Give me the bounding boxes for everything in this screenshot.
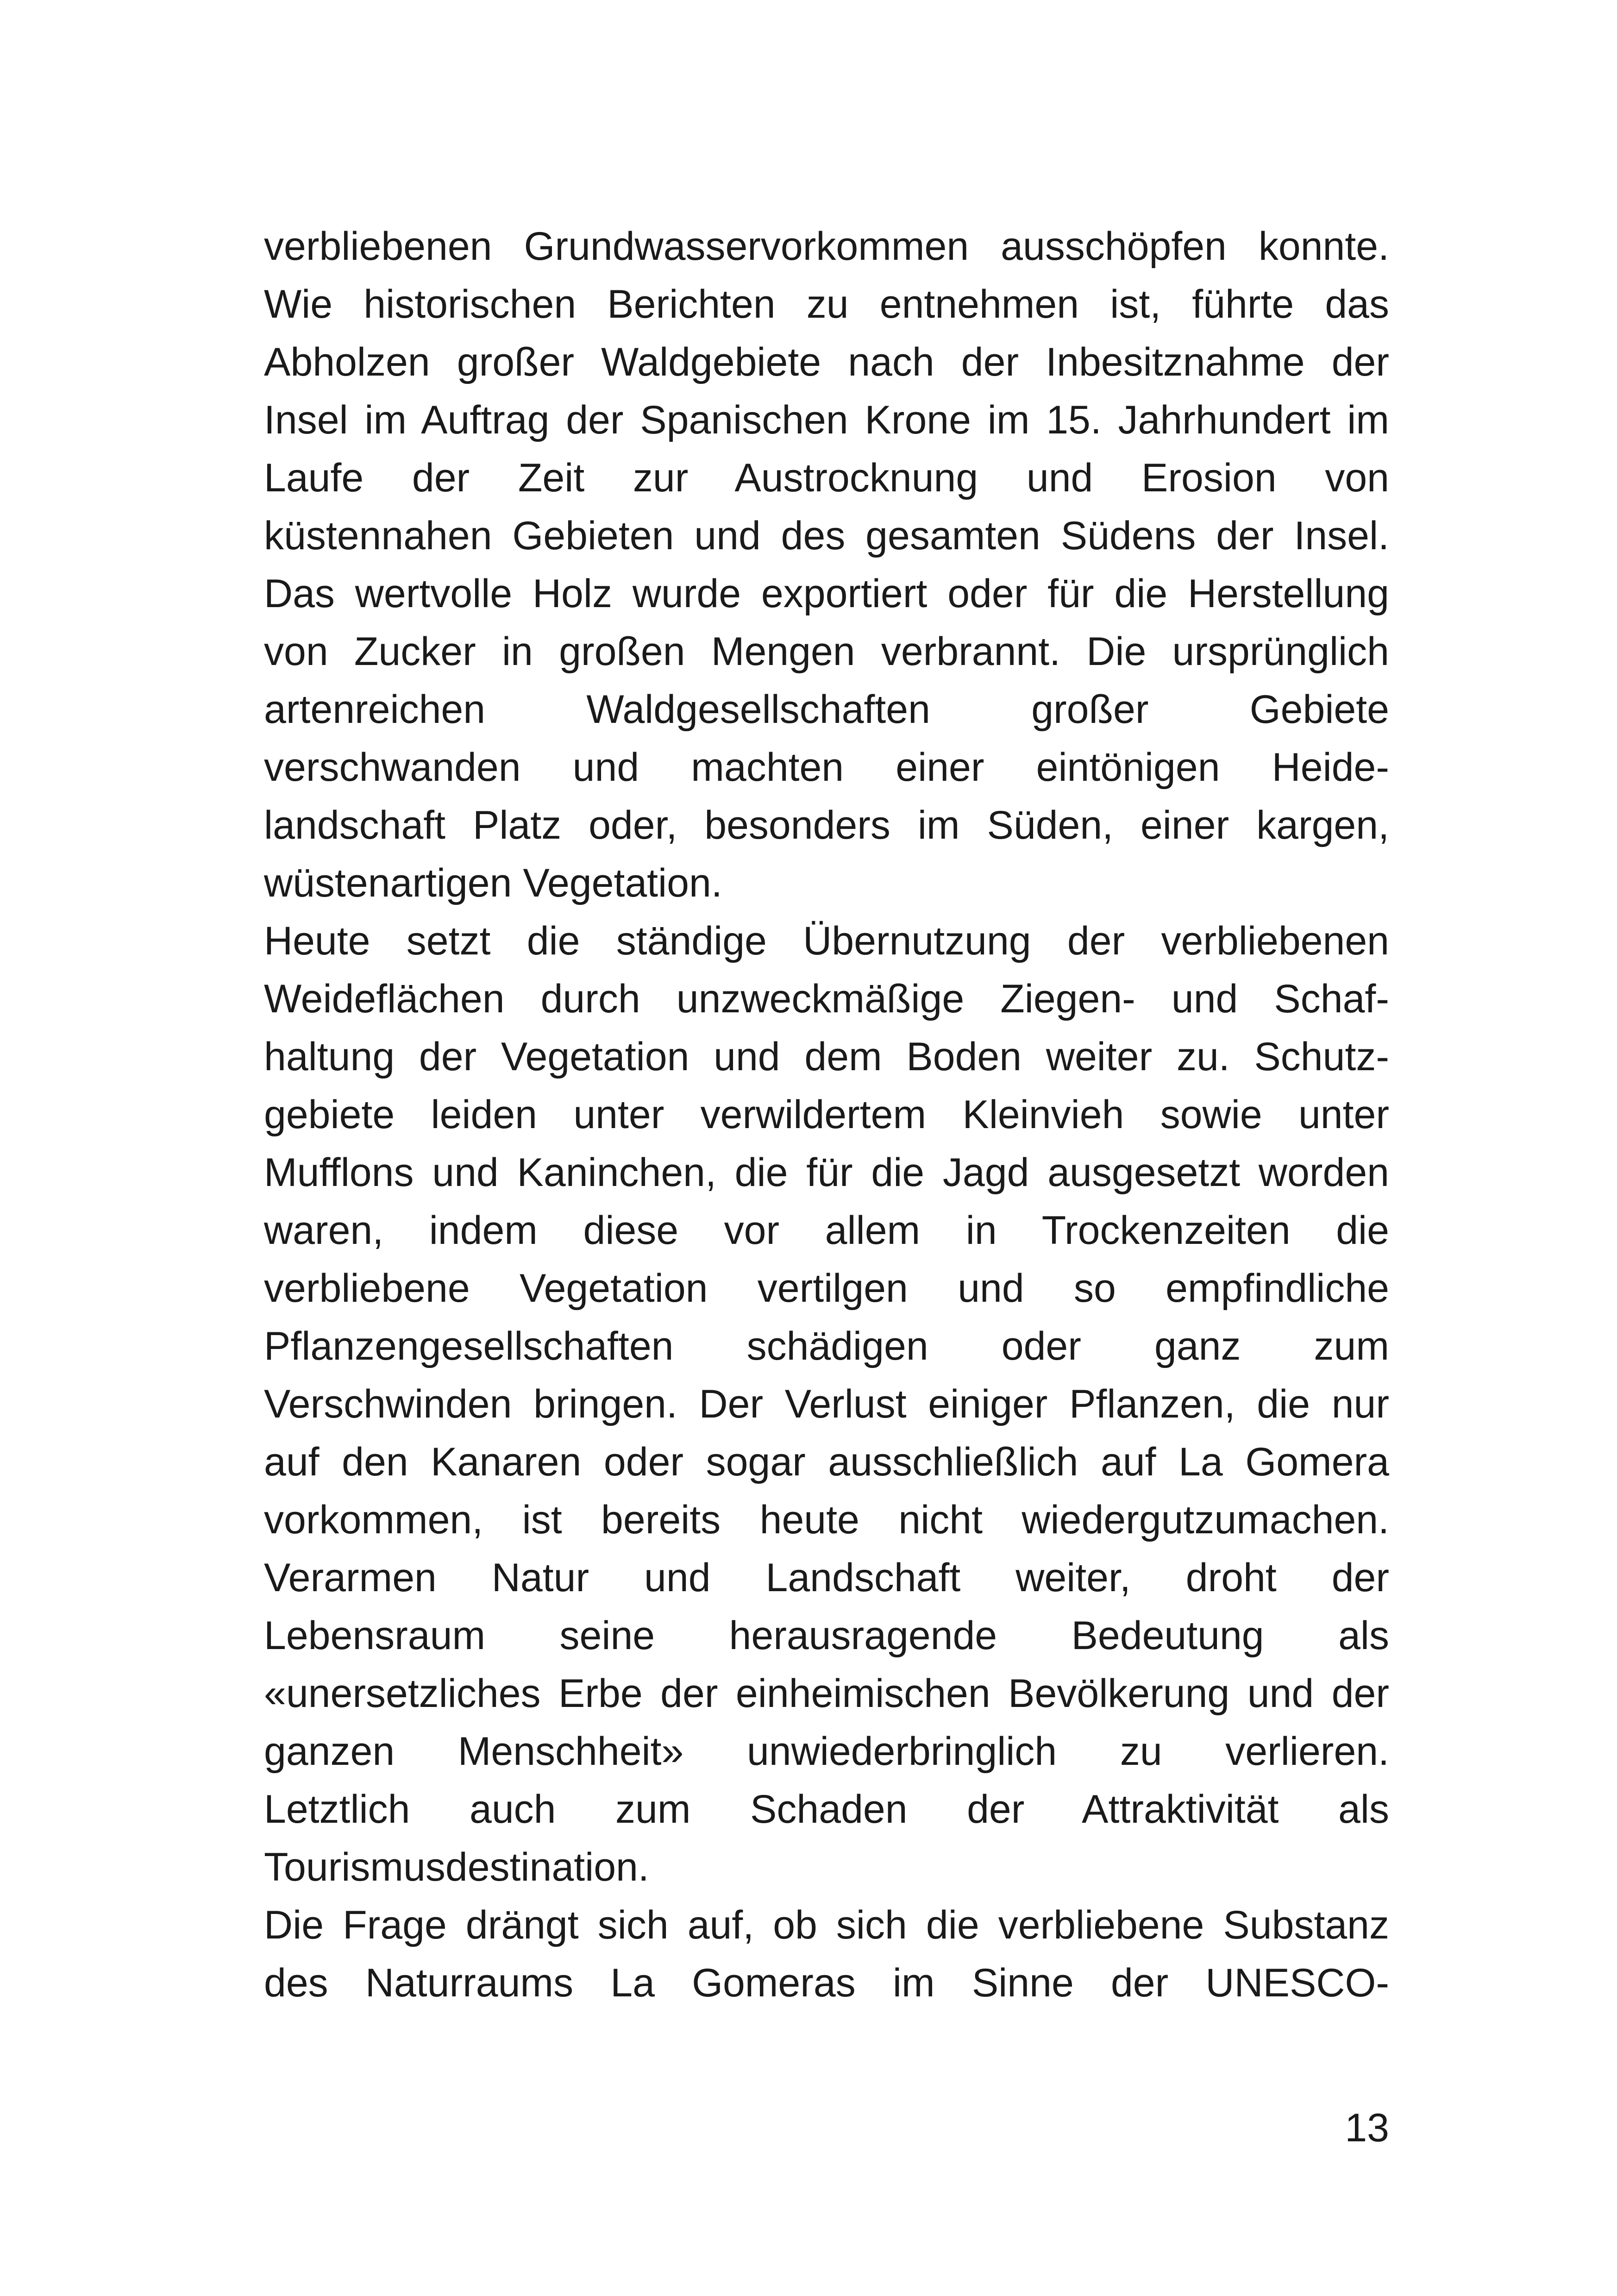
text-line: verbliebene Vegetation vertilgen und so empfindliche <box>264 1266 1389 1311</box>
text-line: des Naturraums La Gomeras im Sinne der UNESCO- <box>264 1961 1389 2005</box>
text-line: von Zucker in großen Mengen verbrannt. Die ursprünglich <box>264 629 1389 674</box>
text-line: Pflanzengesellschaften schädigen oder ganz zum <box>264 1324 1389 1368</box>
text-line: haltung der Vegetation und dem Boden weiter zu. Schutz- <box>264 1035 1389 1079</box>
paragraph-1 <box>264 218 1389 912</box>
text-line: artenreichen Waldgesellschaften großer Gebiete <box>264 687 1389 732</box>
text-line: Heute setzt die ständige Übernutzung der verbliebenen <box>264 919 1389 963</box>
text-line: Lebensraum seine herausragende Bedeutung als <box>264 1613 1389 1658</box>
text-line: Wie historischen Berichten zu entnehmen ist, führte das <box>264 282 1389 326</box>
text-line: «unersetzliches Erbe der einheimischen Bevölkerung und der <box>264 1671 1389 1716</box>
text-line: Verarmen Natur und Landschaft weiter, droht der <box>264 1556 1389 1600</box>
text-line: landschaft Platz oder, besonders im Süden, einer kargen, <box>264 803 1389 847</box>
text-line: küstennahen Gebieten und des gesamten Südens der Insel. <box>264 514 1389 558</box>
text-line: verbliebenen Grundwasservorkommen ausschöpfen konnte. <box>264 224 1389 269</box>
text-line: Insel im Auftrag der Spanischen Krone im 15. Jahrhundert im <box>264 398 1389 442</box>
paragraph-3 <box>264 1896 1389 2012</box>
text-line: verschwanden und machten einer eintönigen Heide- <box>264 745 1389 790</box>
text-line: waren, indem diese vor allem in Trockenzeiten die <box>264 1208 1389 1253</box>
text-line: vorkommen, ist bereits heute nicht wiedergutzumachen. <box>264 1498 1389 1542</box>
text-line: Letztlich auch zum Schaden der Attraktivität als <box>264 1787 1389 1832</box>
text-line: Mufflons und Kaninchen, die für die Jagd ausgesetzt worden <box>264 1150 1389 1195</box>
page-number: 13 <box>1345 2106 1389 2150</box>
text-line: Die Frage drängt sich auf, ob sich die verbliebene Substanz <box>264 1903 1389 1947</box>
text-line: auf den Kanaren oder sogar ausschließlich auf La Gomera <box>264 1440 1389 1484</box>
text-line: Abholzen großer Waldgebiete nach der Inbesitznahme der <box>264 340 1389 384</box>
text-line: Weideflächen durch unzweckmäßige Ziegen- und Schaf- <box>264 977 1389 1021</box>
text-line: Verschwinden bringen. Der Verlust einiger Pflanzen, die nur <box>264 1382 1389 1426</box>
text-line: wüstenartigen Vegetation. <box>264 861 722 905</box>
body-text <box>264 218 1389 2012</box>
paragraph-2 <box>264 912 1389 1896</box>
text-line: Das wertvolle Holz wurde exportiert oder für die Herstellung <box>264 571 1389 616</box>
text-line: gebiete leiden unter verwildertem Kleinvieh sowie unter <box>264 1092 1389 1137</box>
text-line: Tourismusdestination. <box>264 1845 649 1889</box>
text-line: Laufe der Zeit zur Austrocknung und Erosion von <box>264 456 1389 500</box>
text-line: ganzen Menschheit» unwiederbringlich zu verlieren. <box>264 1729 1389 1774</box>
